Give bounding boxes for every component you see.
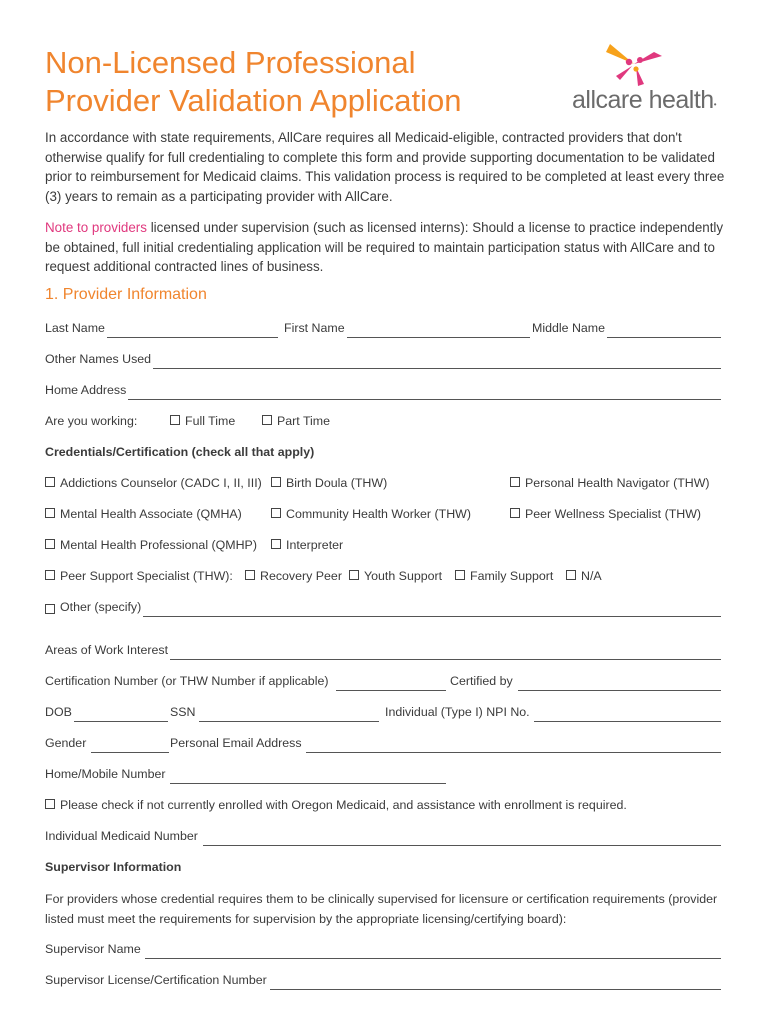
cred-birth-doula[interactable]: Birth Doula (THW) — [271, 473, 387, 493]
checkbox-icon[interactable] — [45, 799, 55, 809]
home-mobile-number-field[interactable]: Home/Mobile Number — [45, 764, 446, 784]
phone-row — [45, 764, 446, 784]
cred-mental-health-associate[interactable]: Mental Health Associate (QMHA) — [45, 504, 242, 524]
last-name-field[interactable]: Last Name — [45, 318, 278, 338]
middle-name-field[interactable]: Middle Name — [532, 318, 721, 338]
certification-row — [45, 671, 721, 691]
credentials-row-3 — [45, 535, 721, 555]
cred-addictions-counselor[interactable]: Addictions Counselor (CADC I, II, III) — [45, 473, 262, 493]
medicaid-number-row — [45, 826, 721, 846]
supervisor-name-row — [45, 939, 721, 959]
title-line-1: Non-Licensed Professional — [45, 45, 416, 80]
credentials-heading: Credentials/Certification (check all that apply) — [45, 445, 315, 459]
cred-youth-support[interactable]: Youth Support — [349, 566, 442, 586]
note-paragraph — [45, 218, 735, 277]
home-address-field[interactable]: Home Address — [45, 380, 721, 400]
cred-personal-health-navigator[interactable]: Personal Health Navigator (THW) — [510, 473, 710, 493]
checkbox-icon[interactable] — [170, 415, 180, 425]
credentials-row-2 — [45, 504, 721, 524]
checkbox-icon[interactable] — [45, 570, 55, 580]
supervisor-description: For providers whose credential requires them to be clinically supervised for licensure or certification requirements (provider listed must meet the requirements for supervision by the appropriate licensing/certifying board): — [45, 892, 718, 926]
checkbox-icon[interactable] — [271, 508, 281, 518]
home-address-row — [45, 380, 721, 400]
cred-other-field[interactable]: Other (specify) — [45, 597, 721, 617]
dob-ssn-npi-row — [45, 702, 721, 722]
checkbox-icon[interactable] — [510, 477, 520, 487]
checkbox-icon[interactable] — [510, 508, 520, 518]
working-row — [45, 411, 721, 431]
checkbox-icon[interactable] — [262, 415, 272, 425]
medicaid-check-row — [45, 795, 721, 815]
npi-field[interactable]: Individual (Type I) NPI No. — [385, 702, 721, 722]
supervisor-heading: Supervisor Information — [45, 860, 182, 874]
areas-interest-row — [45, 640, 721, 660]
logo-wordmark: allcare health• — [572, 86, 717, 114]
note-label: Note to providers — [45, 220, 147, 235]
supervisor-name-field[interactable]: Supervisor Name — [45, 939, 721, 959]
checkbox-icon[interactable] — [271, 477, 281, 487]
certified-by-field[interactable]: Certified by — [450, 671, 721, 691]
name-row — [45, 318, 721, 338]
cred-family-support[interactable]: Family Support — [455, 566, 553, 586]
supervisor-license-field[interactable]: Supervisor License/Certification Number — [45, 970, 721, 990]
title-line-2: Provider Validation Application — [45, 83, 462, 118]
individual-medicaid-number-field[interactable]: Individual Medicaid Number — [45, 826, 721, 846]
checkbox-icon[interactable] — [271, 539, 281, 549]
cred-interpreter[interactable]: Interpreter — [271, 535, 343, 555]
section-provider-information-title: 1. Provider Information — [45, 286, 207, 303]
other-names-row — [45, 349, 721, 369]
cred-recovery-peer[interactable]: Recovery Peer — [245, 566, 342, 586]
checkbox-icon[interactable] — [45, 604, 55, 614]
gender-email-row — [45, 733, 721, 753]
allcare-flower-logo-icon — [596, 42, 676, 86]
cred-na[interactable]: N/A — [566, 566, 602, 586]
areas-of-work-interest-field[interactable]: Areas of Work Interest — [45, 640, 721, 660]
page-title — [45, 44, 461, 120]
working-label: Are you working: — [45, 414, 138, 428]
checkbox-icon[interactable] — [45, 539, 55, 549]
credentials-row-1 — [45, 473, 721, 493]
ssn-field[interactable]: SSN — [170, 702, 379, 722]
checkbox-icon[interactable] — [566, 570, 576, 580]
cred-mental-health-professional[interactable]: Mental Health Professional (QMHP) — [45, 535, 257, 555]
personal-email-field[interactable]: Personal Email Address — [170, 733, 721, 753]
first-name-field[interactable]: First Name — [284, 318, 530, 338]
medicaid-enrollment-option[interactable]: Please check if not currently enrolled with Oregon Medicaid, and assistance with enrollment is required. — [45, 795, 627, 815]
checkbox-icon[interactable] — [45, 508, 55, 518]
part-time-option[interactable]: Part Time — [262, 411, 330, 431]
cred-peer-wellness-specialist[interactable]: Peer Wellness Specialist (THW) — [510, 504, 701, 524]
credentials-other-row — [45, 597, 721, 617]
checkbox-icon[interactable] — [349, 570, 359, 580]
other-names-field[interactable]: Other Names Used — [45, 349, 721, 369]
certification-number-field[interactable]: Certification Number (or THW Number if applicable) — [45, 671, 446, 691]
checkbox-icon[interactable] — [45, 477, 55, 487]
allcare-logo — [560, 42, 740, 114]
checkbox-icon[interactable] — [245, 570, 255, 580]
intro-paragraph: In accordance with state requirements, AllCare requires all Medicaid-eligible, contracted providers that don't otherwise qualify for full credentialing to complete this form and provide supporting documentation to be validated prior to reimbursement for Medicaid claims. This validation process is required to be completed at least every three (3) years to remain as a participating provider with AllCare. — [45, 130, 725, 204]
supervisor-license-row — [45, 970, 721, 990]
cred-community-health-worker[interactable]: Community Health Worker (THW) — [271, 504, 471, 524]
note-text: licensed under supervision (such as licensed interns): Should a license to practice independently be obtained, full initial credentialing application will be required to maintain participation status with AllCare and to request additional contracted lines of business. — [45, 220, 724, 274]
dob-field[interactable]: DOB — [45, 702, 168, 722]
cred-peer-support-specialist[interactable]: Peer Support Specialist (THW): — [45, 566, 233, 586]
credentials-row-4 — [45, 566, 721, 586]
gender-field[interactable]: Gender — [45, 733, 169, 753]
full-time-option[interactable]: Full Time — [170, 411, 235, 431]
checkbox-icon[interactable] — [455, 570, 465, 580]
